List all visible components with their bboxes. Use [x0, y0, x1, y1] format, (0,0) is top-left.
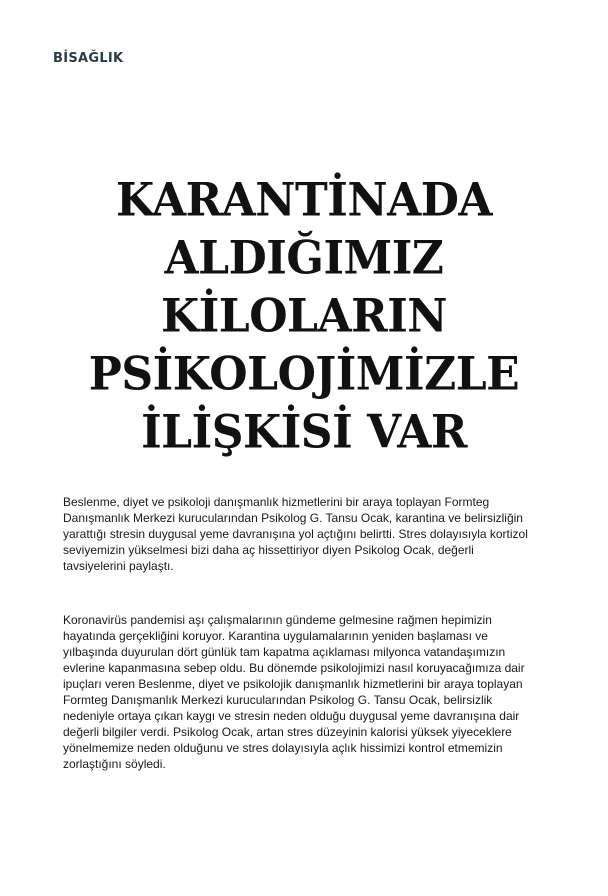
intro-line: Danışmanlık Merkezi kurucularından Psikolog G. Tansu Ocak, karantina ve belirsizliğin: [63, 511, 523, 525]
body-line: değerli bilgiler verdi. Psikolog Ocak, artan stres düzeyinin kalorisi yüksek yiyeceklere: [63, 725, 512, 739]
body-paragraph: [63, 612, 568, 772]
headline-line: KİLOLARIN: [160, 289, 448, 344]
body-line: Formteg Danışmanlık Merkezi kurucularından Psikolog G. Tansu Ocak, belirsizlik: [63, 693, 493, 707]
headline-line: ALDIĞIMIZ: [164, 231, 444, 286]
brand-logo-text: BİSAĞLIK: [53, 51, 124, 66]
intro-line: Beslenme, diyet ve psikoloji danışmanlık hizmetlerini bir araya toplayan Formteg: [63, 495, 490, 509]
article-headline: [0, 172, 608, 462]
body-line: yönelmemize neden olduğunu ve stres dolayısıyla açlık hissimizi kontrol etmemizin: [63, 741, 503, 755]
intro-line: seviyemizin yükselmesi bizi daha aç hissettiriyor diyen Psikolog Ocak, değerli: [63, 543, 474, 557]
intro-line: tavsiyelerini paylaştı.: [63, 559, 174, 573]
body-line: Koronavirüs pandemisi aşı çalışmalarının gündeme gelmesine rağmen hepimizin: [63, 613, 492, 627]
headline-line: PSİKOLOJİMİZLE: [88, 347, 520, 402]
body-line: ipuçları veren Beslenme, diyet ve psikolojik danışmanlık hizmetlerini bir araya toplayan: [63, 677, 523, 691]
body-line: yılbaşında duyurulan dört günlük tam kapatma açıklaması milyonca vatandaşımızın: [63, 645, 506, 659]
body-line: evlerine kapanmasına sebep oldu. Bu dönemde psikolojimizi nasıl koruyacağımıza dair: [63, 661, 525, 675]
body-line: hayatında gerçekliğini koruyor. Karantina uygulamalarının yeniden başlaması ve: [63, 629, 488, 643]
body-line: nedeniyle ortaya çıkan kaygı ve stresin neden olduğu duygusal yeme davranışına dair: [63, 709, 520, 723]
headline-line: KARANTİNADA: [116, 173, 492, 228]
headline-line: İLİŞKİSİ VAR: [141, 405, 467, 460]
intro-paragraph: [63, 494, 568, 574]
intro-line: yarattığı stresin duygusal yeme davranışına yol açtığını belirtti. Stres dolayısıyla kortizol: [63, 527, 528, 541]
body-line: zorlaştığını söyledi.: [63, 757, 166, 771]
